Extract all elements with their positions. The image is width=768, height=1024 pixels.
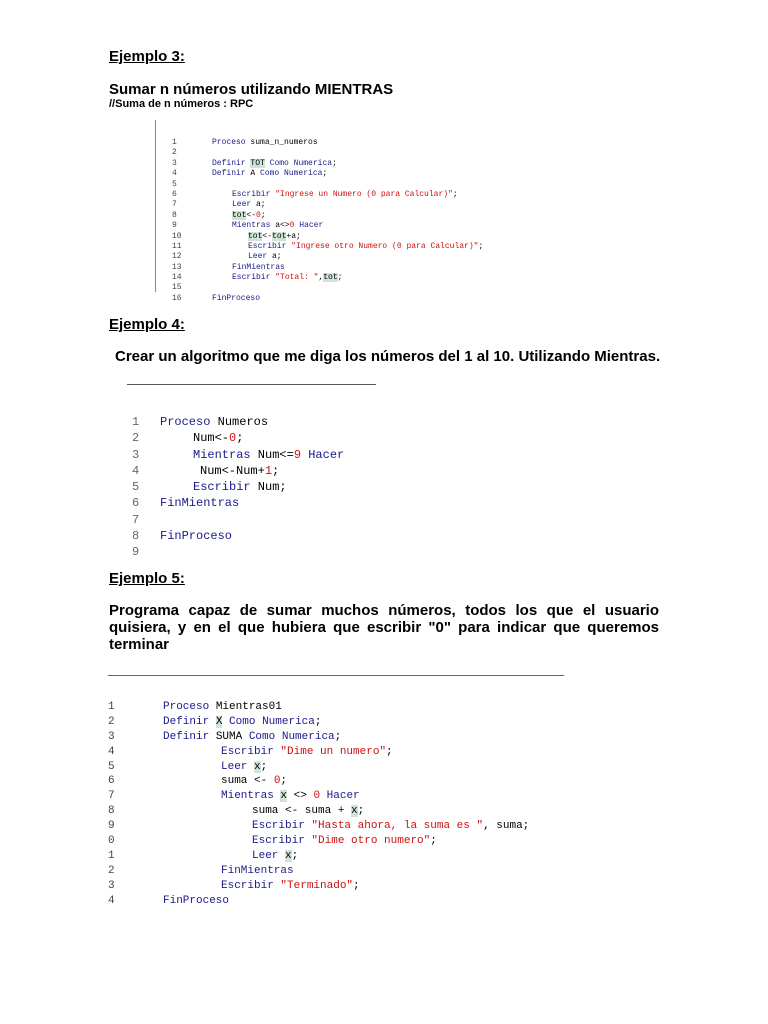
code-text: Definir TOT Como Numerica;	[212, 158, 337, 168]
line-number: 8	[108, 805, 115, 818]
code-line	[152, 148, 482, 158]
line-number: 8	[132, 529, 140, 544]
code-line	[152, 283, 482, 293]
line-number: 3	[172, 158, 177, 168]
code-line	[152, 138, 482, 148]
code-text: Mientras x <> 0 Hacer	[221, 790, 360, 803]
line-number: 1	[108, 849, 115, 862]
line-number: 15	[172, 283, 182, 293]
ex4-heading: Ejemplo 4:	[109, 316, 185, 333]
code-line	[152, 221, 482, 231]
line-number: 2	[108, 864, 115, 877]
code-line	[152, 190, 482, 200]
line-number: 10	[172, 231, 182, 241]
code-line	[127, 430, 377, 446]
line-number: 2	[132, 431, 140, 446]
code-line	[152, 169, 482, 179]
line-number: 6	[108, 775, 115, 788]
line-number: 5	[108, 760, 115, 773]
code-text: Definir SUMA Como Numerica;	[163, 730, 342, 743]
line-number: 7	[132, 512, 140, 527]
code-line	[108, 879, 568, 894]
line-number: 4	[108, 894, 115, 907]
code-text: Escribir "Dime un numero";	[221, 745, 393, 758]
ex5-description: Programa capaz de sumar muchos números, todos los que el usuario quisiera, y en el que hubiera que escribir "0" para indicar que queremos terminar	[109, 602, 659, 653]
code-line	[127, 512, 377, 528]
code-top-rule	[127, 384, 376, 385]
line-number: 7	[172, 200, 177, 210]
code-text: Leer a;	[248, 252, 282, 262]
code-line	[108, 834, 568, 849]
line-number: 13	[172, 262, 182, 272]
code-line	[127, 544, 377, 560]
line-number: 14	[172, 273, 182, 283]
line-number: 3	[132, 447, 140, 462]
code-text: Escribir "Total: ",tot;	[232, 273, 343, 283]
code-text: Proceso Numeros	[160, 415, 269, 429]
code-text: tot<-0;	[232, 210, 266, 220]
code-text: FinMientras	[160, 496, 240, 511]
code-text: FinMientras	[221, 864, 294, 877]
ex3-code-block	[152, 120, 484, 303]
code-line	[152, 180, 482, 190]
line-number: 6	[172, 189, 177, 199]
code-line	[108, 760, 568, 775]
code-text: FinProceso	[163, 894, 230, 907]
code-line	[108, 715, 568, 730]
code-text: Escribir Num;	[193, 480, 287, 495]
line-number: 7	[108, 790, 115, 803]
line-number: 3	[108, 730, 115, 743]
ex3-heading: Ejemplo 3:	[109, 48, 185, 65]
code-text: Proceso Mientras01	[163, 701, 282, 713]
code-line	[152, 294, 482, 304]
code-text: Num<-0;	[193, 431, 244, 446]
code-text: tot<-tot+a;	[248, 231, 301, 241]
line-number: 5	[132, 480, 140, 495]
code-text: Escribir "Ingrese otro Numero (0 para Calcular)";	[248, 241, 484, 251]
line-number: 16	[172, 293, 182, 303]
line-number: 0	[108, 835, 115, 848]
line-number: 4	[132, 463, 140, 478]
code-text: Escribir "Ingrese un Numero (0 para Calcular)";	[232, 189, 458, 199]
line-number: 6	[132, 496, 140, 511]
code-line	[152, 232, 482, 242]
line-number: 1	[172, 138, 177, 147]
code-text: FinMientras	[232, 262, 285, 272]
code-top-rule	[108, 675, 564, 676]
line-number: 3	[108, 879, 115, 892]
code-text: suma <- suma + x;	[252, 805, 365, 818]
code-text: Leer x;	[252, 849, 299, 862]
code-line	[108, 700, 568, 715]
line-number: 11	[172, 241, 182, 251]
code-line	[152, 273, 482, 283]
code-line	[127, 528, 377, 544]
line-number: 9	[172, 221, 177, 231]
line-number: 2	[172, 148, 177, 158]
code-line	[152, 211, 482, 221]
code-text: Mientras Num<=9 Hacer	[193, 447, 345, 462]
code-line	[152, 242, 482, 252]
code-line	[127, 414, 377, 430]
code-text: Escribir "Hasta ahora, la suma es ", suma;	[252, 820, 530, 833]
code-line	[108, 730, 568, 745]
code-text: Definir A Como Numerica;	[212, 169, 328, 179]
code-text: Definir X Como Numerica;	[163, 715, 322, 728]
line-number: 1	[108, 701, 115, 713]
code-line	[152, 200, 482, 210]
code-line	[152, 252, 482, 262]
code-line	[108, 849, 568, 864]
line-number: 2	[108, 715, 115, 728]
code-line	[108, 804, 568, 819]
code-line	[152, 159, 482, 169]
line-number: 4	[172, 169, 177, 179]
code-text: Leer a;	[232, 200, 266, 210]
code-line	[108, 789, 568, 804]
code-text: suma <- 0;	[221, 775, 288, 788]
code-text: Num<-Num+1;	[200, 463, 280, 478]
code-line	[127, 447, 377, 463]
line-number: 5	[172, 179, 177, 189]
code-line	[152, 263, 482, 273]
line-number: 4	[108, 745, 115, 758]
code-line	[127, 495, 377, 511]
code-text: Leer x;	[221, 760, 268, 773]
code-text: FinProceso	[212, 293, 261, 303]
line-number: 12	[172, 252, 182, 262]
line-number: 1	[132, 415, 140, 429]
code-line	[127, 479, 377, 495]
ex3-title: Sumar n números utilizando MIENTRAS	[109, 81, 394, 98]
code-line	[108, 864, 568, 879]
code-text: Escribir "Terminado";	[221, 879, 360, 892]
code-line	[108, 745, 568, 760]
code-text: Proceso suma_n_numeros	[212, 138, 318, 147]
line-number: 8	[172, 210, 177, 220]
ex5-code-block	[108, 676, 568, 907]
code-line	[108, 894, 568, 909]
code-line	[108, 819, 568, 834]
line-number: 9	[132, 545, 140, 560]
ex4-code-block	[127, 386, 377, 560]
code-text: FinProceso	[160, 529, 233, 544]
code-text: Mientras a<>0 Hacer	[232, 221, 324, 231]
code-line	[108, 774, 568, 789]
ex3-subtitle: //Suma de n números : RPC	[109, 98, 254, 110]
line-number: 9	[108, 820, 115, 833]
ex4-title: Crear un algoritmo que me diga los números del 1 al 10. Utilizando Mientras.	[115, 348, 661, 365]
ex5-heading: Ejemplo 5:	[109, 570, 185, 587]
code-line	[127, 463, 377, 479]
code-text: Escribir "Dime otro numero";	[252, 835, 437, 848]
